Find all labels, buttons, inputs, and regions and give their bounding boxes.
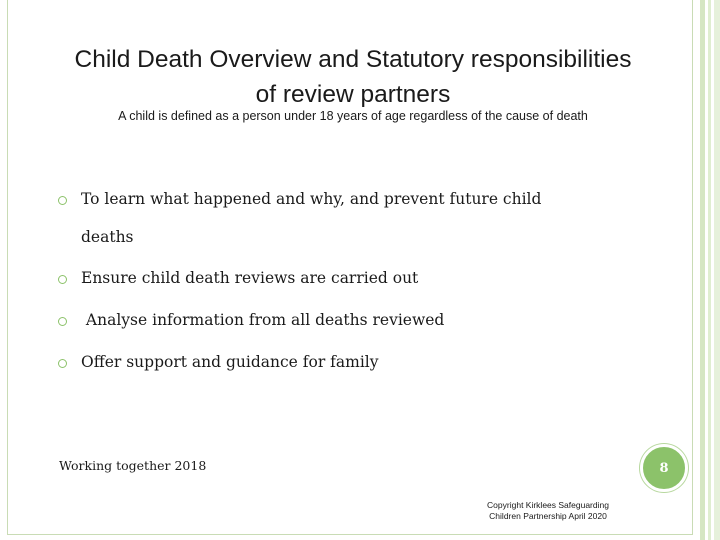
circle-bullet-icon [58,196,67,205]
circle-bullet-icon [58,275,67,284]
circle-bullet-icon [58,317,67,326]
bullet-text: Analyse information from all deaths reviewed [81,311,445,329]
page-number-badge: 8 [640,444,688,492]
copyright-line-2: Children Partnership April 2020 [489,511,607,521]
bullet-text: Offer support and guidance for family [81,353,379,371]
decorative-stripe [714,0,720,540]
slide-title-line-2: of review partners [255,81,451,108]
slide-title-line-1: Child Death Overview and Statutory responsibilities [74,46,632,73]
copyright-line-1: Copyright Kirklees Safeguarding [487,500,609,510]
bullet-text: Ensure child death reviews are carried out [81,269,419,287]
decorative-stripe [700,0,705,540]
bullet-text: To learn what happened and why, and prevent future child [81,190,542,208]
decorative-stripe [708,0,711,540]
source-citation: Working together 2018 [59,458,207,473]
bullet-text-continued: deaths [81,228,134,246]
copyright-notice [460,500,636,522]
slide-subtitle: A child is defined as a person under 18 years of age regardless of the cause of death [118,109,588,123]
slide-title [20,42,686,112]
circle-bullet-icon [58,359,67,368]
